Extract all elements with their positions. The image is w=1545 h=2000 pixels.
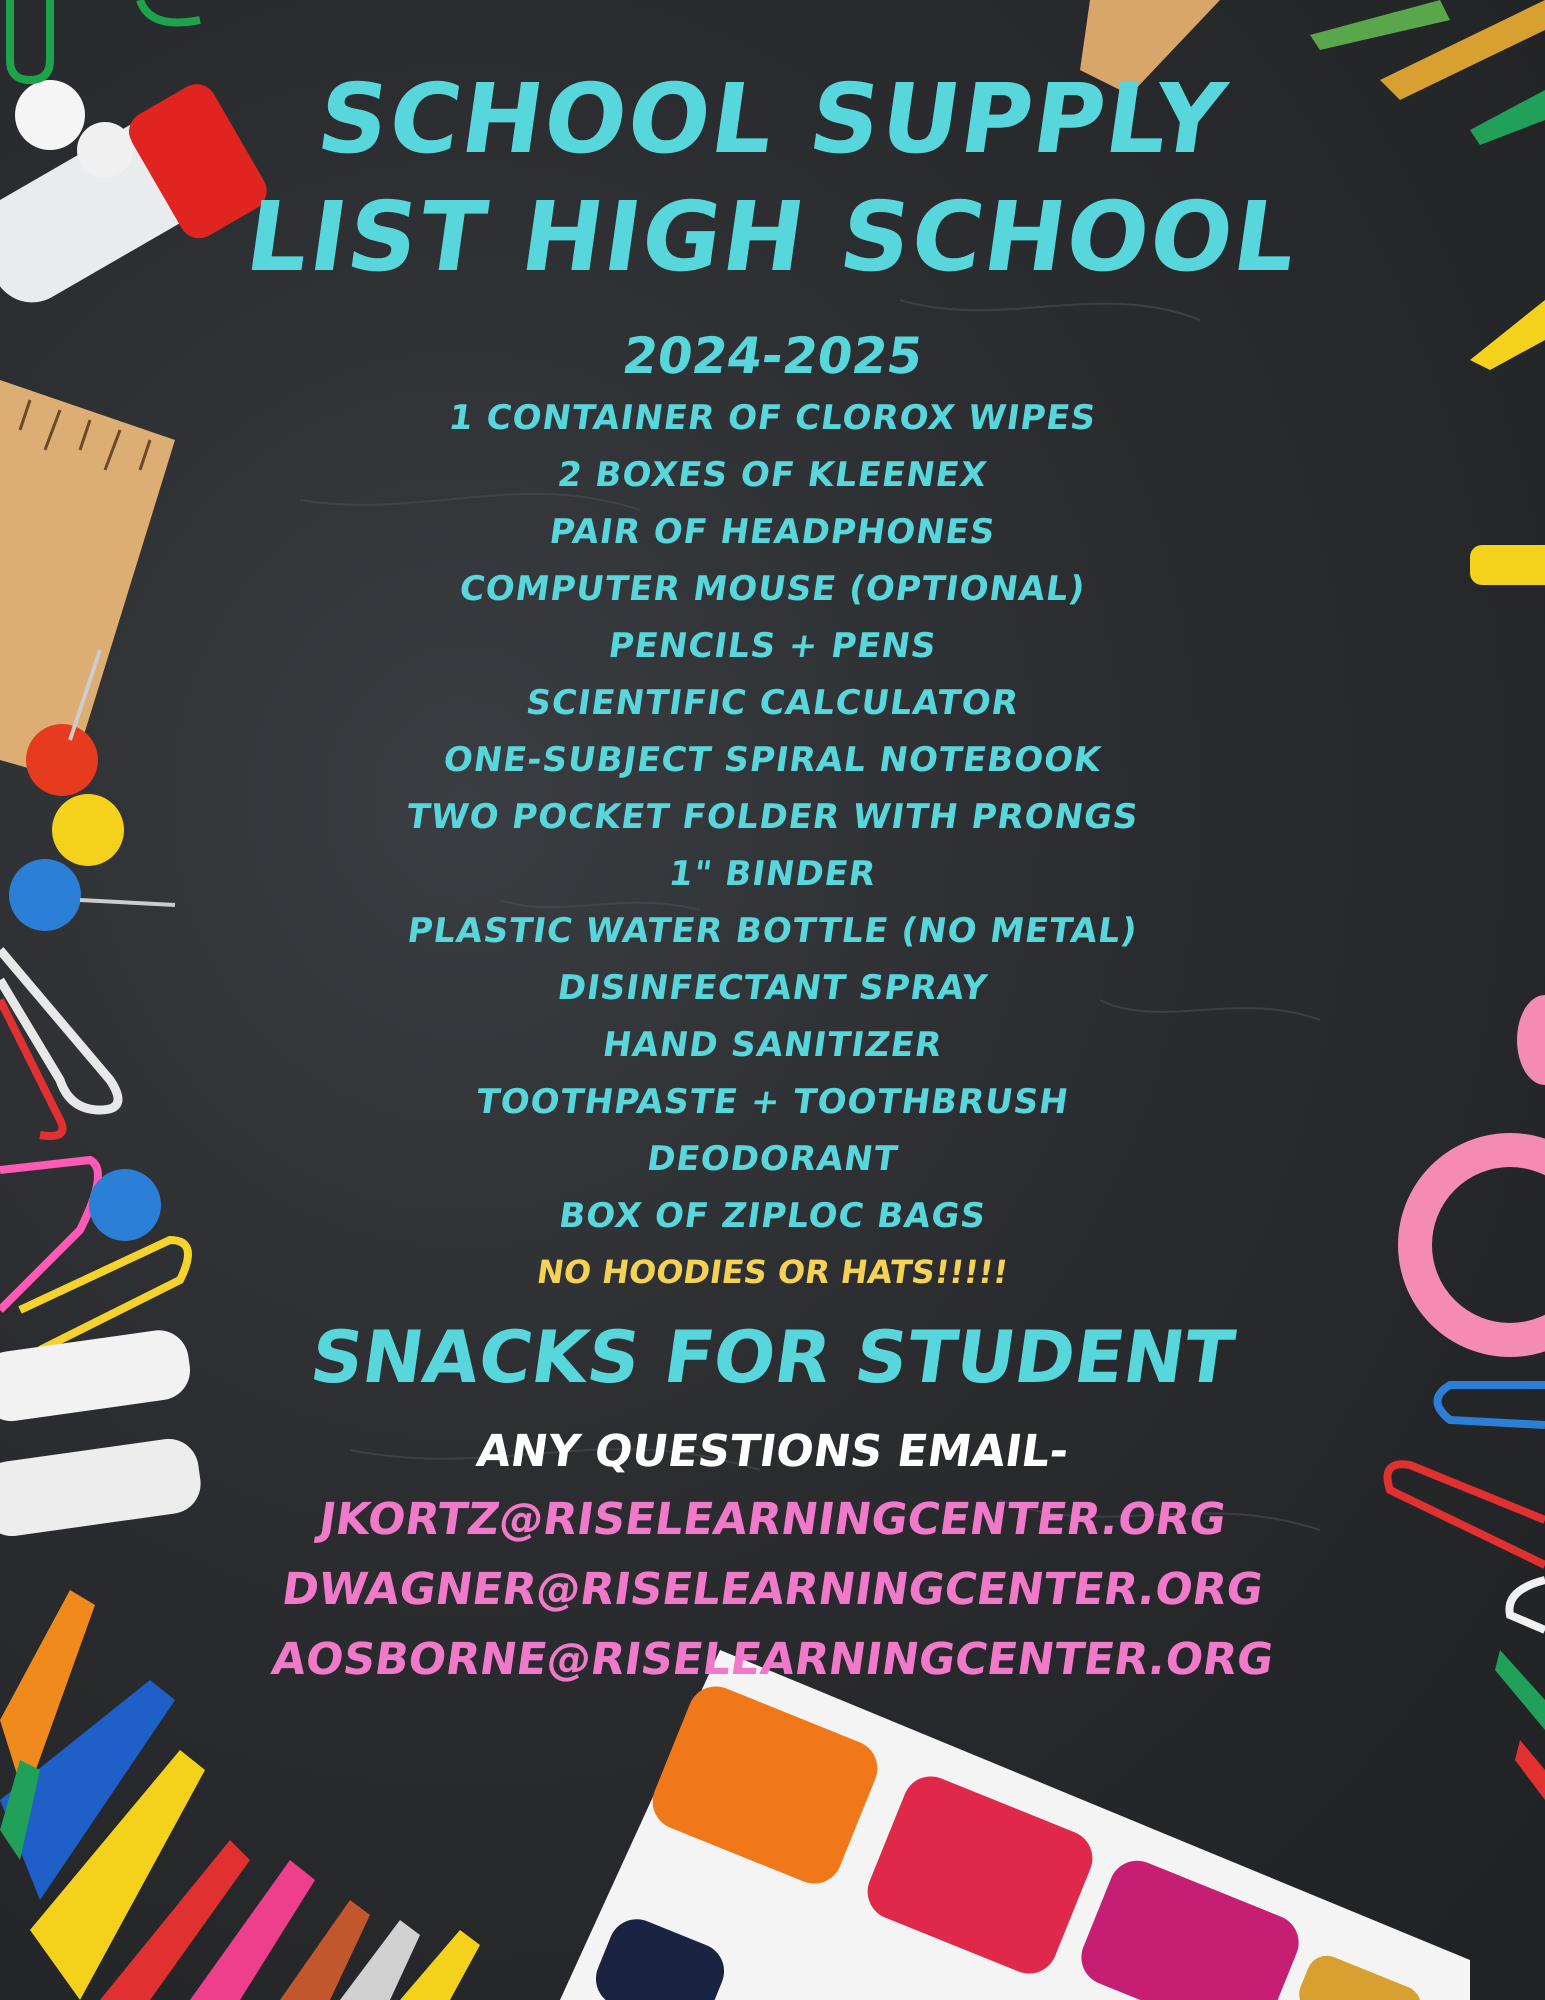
watercolor-palette-icon [560, 1650, 1470, 2000]
list-item: PLASTIC WATER BOTTLE (NO METAL) [404, 911, 1141, 951]
list-item: DISINFECTANT SPRAY [555, 968, 991, 1008]
list-item: TWO POCKET FOLDER WITH PRONGS [403, 797, 1142, 837]
snacks-heading: SNACKS FOR STUDENT [305, 1315, 1240, 1399]
supply-items [230, 390, 1315, 1245]
list-item: ONE-SUBJECT SPIRAL NOTEBOOK [441, 740, 1105, 780]
list-item: TOOTHPASTE + TOOTHBRUSH [473, 1082, 1072, 1122]
list-item: SCIENTIFIC CALCULATOR [523, 683, 1022, 723]
list-item: BOX OF ZIPLOC BAGS [556, 1196, 989, 1236]
email-link-dwagner[interactable]: DWAGNER@RISELEARNINGCENTER.ORG [278, 1564, 1267, 1615]
list-item: COMPUTER MOUSE (OPTIONAL) [456, 569, 1089, 609]
list-item: HAND SANITIZER [600, 1025, 945, 1065]
title-line-2: LIST HIGH SCHOOL [239, 181, 1306, 293]
email-link-jkortz[interactable]: JKORTZ@RISELEARNINGCENTER.ORG [316, 1494, 1230, 1545]
list-item: 2 BOXES OF KLEENEX [555, 455, 990, 495]
school-year: 2024-2025 [618, 327, 927, 385]
no-hoodies-warning: NO HOODIES OR HATS!!!!! [534, 1253, 1011, 1291]
list-item: 1 CONTAINER OF CLOROX WIPES [446, 398, 1099, 438]
email-link-aosborne[interactable]: AOSBORNE@RISELEARNINGCENTER.ORG [268, 1634, 1277, 1685]
ruler-icon [0, 380, 175, 780]
questions-label: ANY QUESTIONS EMAIL- [473, 1426, 1072, 1477]
list-item: PENCILS + PENS [605, 626, 940, 666]
list-item: 1" BINDER [666, 854, 879, 894]
title-line-1: SCHOOL SUPPLY [310, 63, 1235, 175]
list-item: DEODORANT [644, 1139, 901, 1179]
list-item: PAIR OF HEADPHONES [547, 512, 999, 552]
supply-list-content [230, 60, 1315, 1695]
